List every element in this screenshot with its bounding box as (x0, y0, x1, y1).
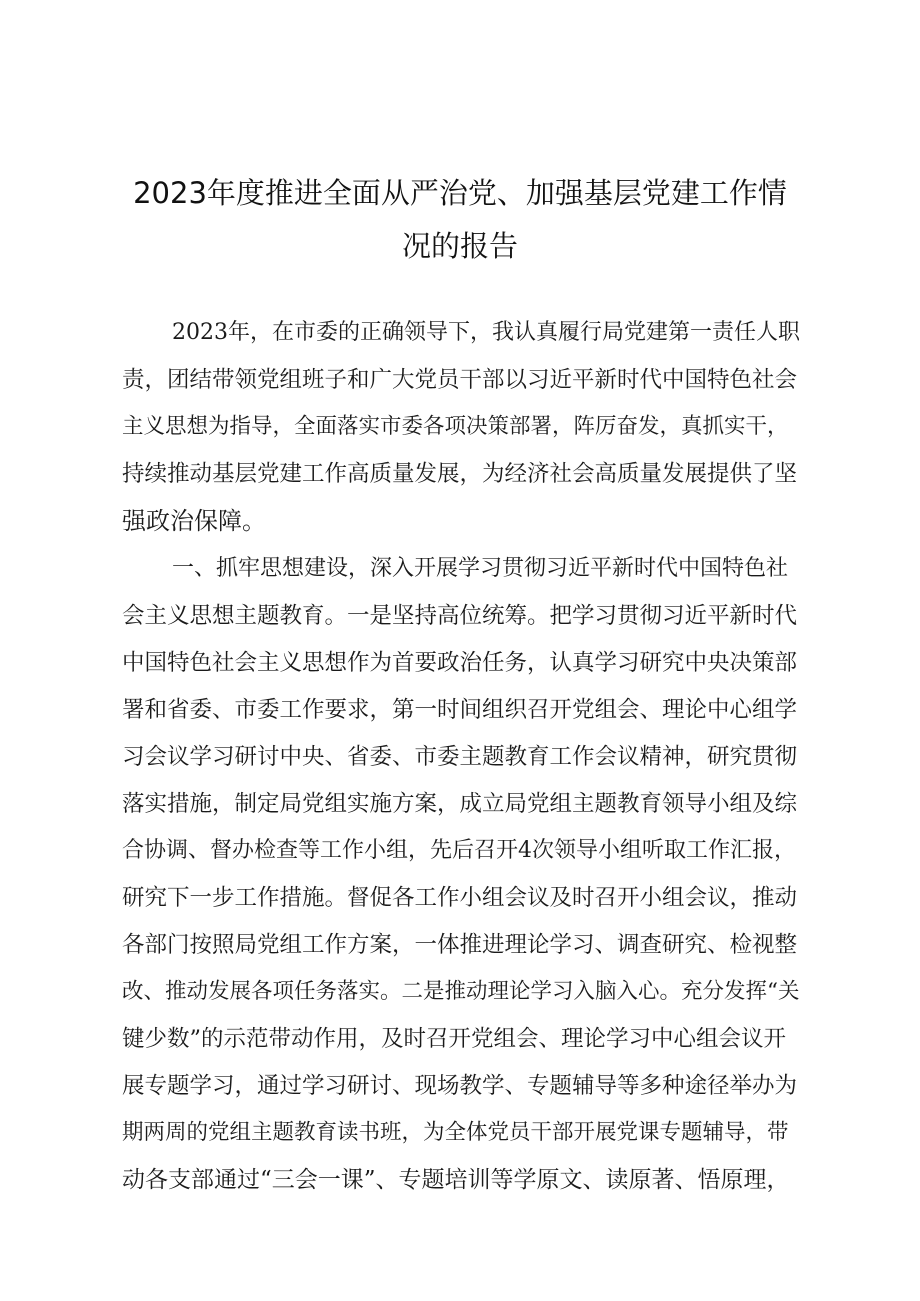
document-title-line-2: 况的报告 (401, 229, 518, 263)
body-line-18: 期两周的党组主题教育读书班，为全体党员干部开展党课专题辅导，带 (122, 1120, 789, 1145)
body-line-17: 展专题学习，通过学习研讨、现场教学、专题辅导等多种途径举办为 (122, 1073, 798, 1099)
body-line-2: 责，团结带领党组班子和广大党员干部以习近平新时代中国特色社会 (122, 367, 798, 393)
document-title-line-1: 2023年度推进全面从严治党、加强基层党建工作情 (133, 176, 787, 210)
body-line-9: 署和省委、市委工作要求，第一时间组织召开党组会、理论中心组学 (122, 697, 798, 723)
body-line-14: 各部门按照局党组工作方案，一体推进理论学习、调查研究、检视整 (122, 932, 798, 958)
body-line-16: 键少数”的示范带动作用，及时召开党组会、理论学习中心组会议开 (122, 1026, 787, 1052)
body-line-12: 合协调、督办检查等工作小组，先后召开4次领导小组听取工作汇报， (122, 838, 796, 863)
body-line-5: 强政治保障。 (122, 507, 266, 535)
body-line-13: 研究下一步工作措施。督促各工作小组会议及时召开小组会议，推动 (122, 885, 798, 911)
body-line-10: 习会议学习研讨中央、省委、市委主题教育工作会议精神，研究贯彻 (122, 744, 798, 770)
body-line-4: 持续推动基层党建工作高质量发展，为经济社会高质量发展提供了坚 (122, 461, 798, 487)
body-line-3: 主义思想为指导，全面落实市委各项决策部署，阵厉奋发，真抓实干， (122, 414, 789, 439)
body-line-15: 改、推动发展各项任务落实。二是推动理论学习入脑入心。充分发挥“关 (122, 979, 800, 1004)
body-line-11: 落实措施，制定局党组实施方案，成立局党组主题教育领导小组及综 (122, 791, 798, 817)
body-line-6: 一、抓牢思想建设，深入开展学习贯彻习近平新时代中国特色社 (172, 556, 789, 581)
body-line-7: 会主义思想主题教育。一是坚持高位统筹。把学习贯彻习近平新时代 (122, 603, 798, 629)
body-line-1: 2023年，在市委的正确领导下，我认真履行局党建第一责任人职 (172, 320, 800, 345)
body-line-8: 中国特色社会主义思想作为首要政治任务，认真学习研究中央决策部 (122, 650, 798, 676)
body-line-19: 动各支部通过“三会一课”、专题培训等学原文、读原著、悟原理， (122, 1167, 790, 1193)
